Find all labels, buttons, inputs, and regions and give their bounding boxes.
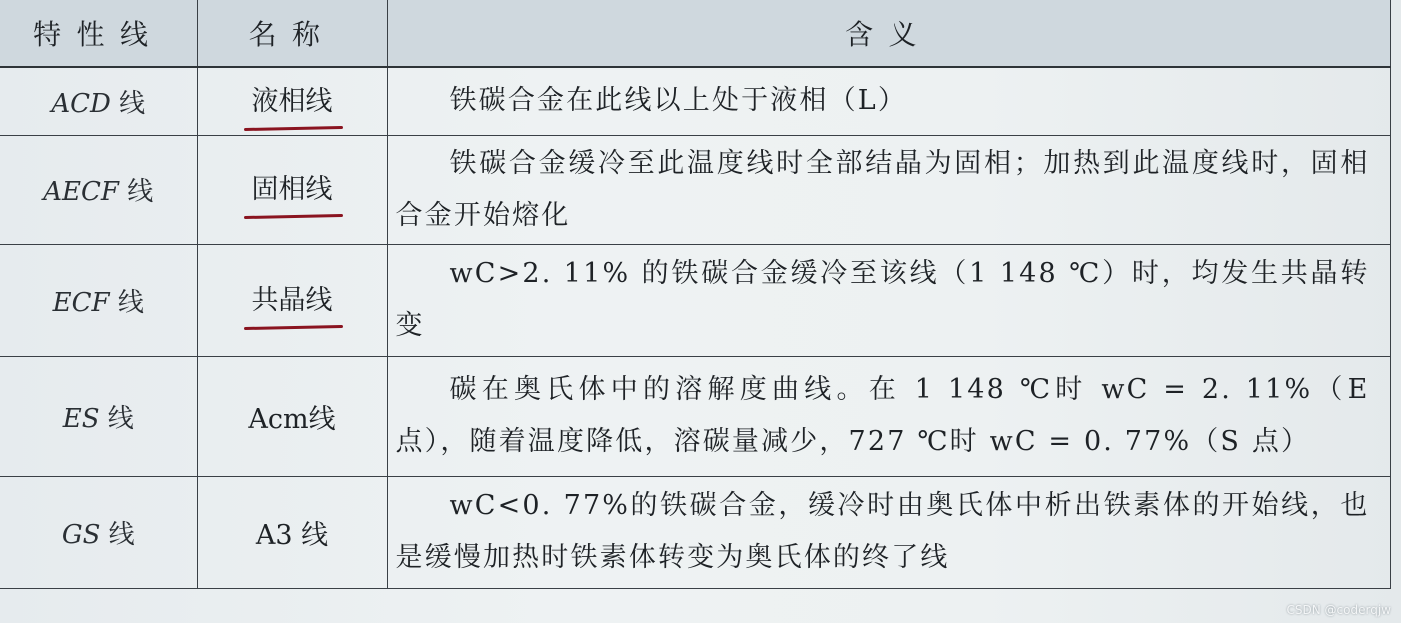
watermark: CSDN @coderqjw: [1286, 603, 1391, 617]
description: 铁碳合金缓冷至此温度线时全部结晶为固相；加热到此温度线时，固相合金开始熔化: [395, 147, 1370, 231]
line-suffix: 线: [110, 88, 146, 119]
line-cell: [0, 476, 197, 588]
table-row: [0, 476, 1390, 588]
name-underlined: 共晶线: [252, 278, 333, 323]
line-code: ACD: [51, 88, 111, 119]
table-row: [0, 135, 1390, 244]
line-code: ES: [62, 403, 100, 434]
header-line: 特性线: [0, 0, 197, 67]
table-row: [0, 244, 1390, 356]
line-cell: [0, 356, 197, 476]
name-underlined: 液相线: [252, 79, 333, 124]
desc-cell: [387, 67, 1390, 135]
desc-cell: [387, 356, 1390, 476]
header-name: 名称: [197, 0, 387, 67]
description: wC>2. 11% 的铁碳合金缓冷至该线（1 148 ℃）时，均发生共晶转变: [395, 258, 1370, 341]
line-suffix: 线: [99, 403, 134, 434]
name-underlined: 固相线: [252, 167, 333, 212]
line-suffix: 线: [118, 177, 154, 207]
table-row: [0, 356, 1390, 476]
table-header-row: [0, 0, 1390, 67]
description: wC<0. 77%的铁碳合金，缓冷时由奥氏体中析出铁素体的开始线，也是缓慢加热时铁素体转变为奥氏体的终了线: [395, 490, 1370, 573]
name-cell: [197, 244, 387, 356]
table-row: [0, 67, 1390, 135]
line-suffix: 线: [109, 287, 144, 318]
name-cell: [197, 135, 387, 244]
header-meaning: 含义: [387, 0, 1390, 67]
line-cell: [0, 244, 197, 356]
line-code: ECF: [52, 287, 110, 318]
desc-cell: [387, 135, 1390, 244]
name-cell: [197, 476, 387, 588]
desc-cell: [387, 476, 1390, 588]
line-cell: [0, 67, 197, 135]
line-suffix: 线: [100, 519, 135, 550]
name-cell: [197, 356, 387, 476]
name-plain: Acm线: [248, 403, 336, 435]
description: 铁碳合金在此线以上处于液相（L）: [449, 85, 907, 117]
name-plain: A3 线: [255, 519, 329, 551]
line-code: GS: [61, 519, 101, 550]
line-code: AECF: [43, 177, 119, 207]
line-cell: [0, 135, 197, 244]
name-cell: [197, 67, 387, 135]
desc-cell: [387, 244, 1390, 356]
description: 碳在奥氏体中的溶解度曲线。在 1 148 ℃时 wC = 2. 11%（E 点），随着温度降低，溶碳量减少，727 ℃时 wC = 0. 77%（S 点）: [395, 374, 1370, 457]
